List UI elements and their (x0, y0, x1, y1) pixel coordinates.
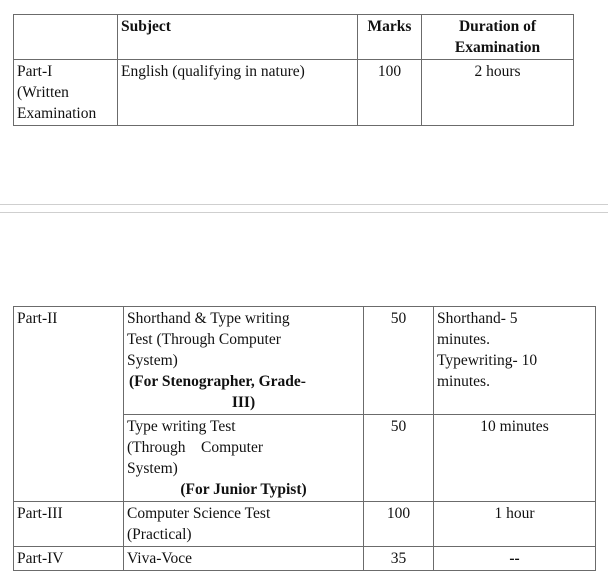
subject-line: System) (127, 460, 178, 477)
duration-line: Shorthand- 5 (437, 310, 518, 327)
marks-cell: 35 (364, 547, 434, 571)
duration-cell: 10 minutes (434, 415, 596, 502)
header-part-cell (14, 15, 118, 60)
duration-cell: 2 hours (422, 60, 574, 126)
marks-cell: 100 (364, 502, 434, 547)
subject-line: Type writing Test (127, 418, 236, 435)
table-header-row (14, 15, 574, 60)
subject-cell (124, 307, 364, 415)
header-duration (422, 15, 574, 60)
duration-line: Typewriting- 10 (437, 352, 538, 369)
header-duration-line1: Duration of (458, 18, 537, 35)
part-cell: Part-IV (14, 547, 124, 571)
subject-cell (124, 415, 364, 502)
part-label-line2: (Written (17, 84, 69, 101)
exam-table-part-2 (13, 306, 596, 571)
subject-line: Computer Science Test (127, 505, 271, 522)
page-separator-bottom (0, 212, 608, 213)
subject-note: III) (231, 394, 256, 411)
subject-cell: English (qualifying in nature) (118, 60, 358, 126)
subject-note: (For Stenographer, Grade- (129, 373, 306, 390)
part-label-line3: Examination (17, 105, 97, 122)
header-subject: Subject (118, 15, 358, 60)
marks-cell: 50 (364, 415, 434, 502)
table-row (14, 307, 596, 415)
subject-cell (124, 502, 364, 547)
duration-line: minutes. (437, 373, 490, 390)
duration-line: minutes. (437, 331, 490, 348)
subject-line: Test (Through Computer (127, 331, 281, 348)
table-row (14, 60, 574, 126)
subject-note: (For Junior Typist) (180, 481, 307, 498)
page-separator-top (0, 204, 608, 205)
duration-cell: -- (434, 547, 596, 571)
marks-cell: 100 (358, 60, 422, 126)
part-cell: Part-II (14, 307, 124, 502)
subject-line: System) (127, 352, 178, 369)
part-label-line1: Part-I (17, 63, 53, 80)
part-cell: Part-III (14, 502, 124, 547)
subject-line: (Through Computer (127, 439, 264, 456)
marks-cell: 50 (364, 307, 434, 415)
header-duration-line2: Examination (454, 39, 541, 56)
table-row (14, 502, 596, 547)
part-cell (14, 60, 118, 126)
duration-cell: 1 hour (434, 502, 596, 547)
subject-line: Shorthand & Type writing (127, 310, 290, 327)
exam-table-part-1 (13, 14, 574, 126)
duration-cell (434, 307, 596, 415)
subject-line: (Practical) (127, 526, 192, 543)
table-row (14, 547, 596, 571)
subject-cell: Viva-Voce (124, 547, 364, 571)
header-marks: Marks (358, 15, 422, 60)
